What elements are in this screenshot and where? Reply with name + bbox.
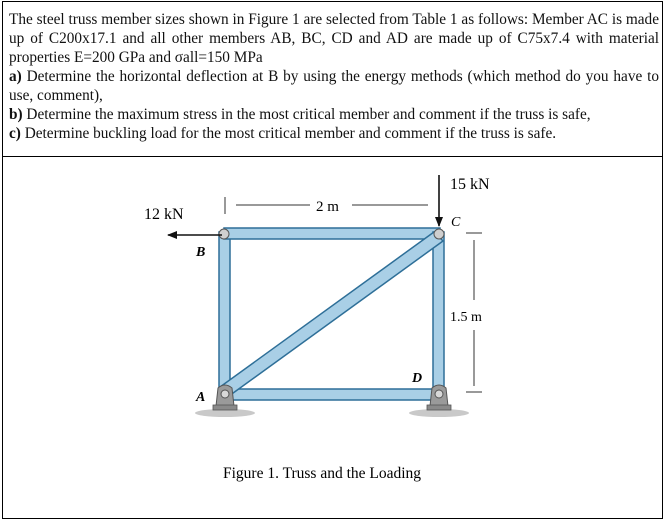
load-vertical-label: 15 kN <box>450 176 490 193</box>
member-ab <box>219 232 230 395</box>
part-c-label: c) <box>9 125 21 142</box>
load-horizontal-label: 12 kN <box>144 206 184 223</box>
part-a-label: a) <box>9 68 22 85</box>
truss-members <box>219 228 444 400</box>
node-c-label: C <box>451 215 461 230</box>
node-d-label: D <box>412 371 423 386</box>
dimension-vertical-label: 1.5 m <box>450 310 482 325</box>
member-bc <box>224 228 440 239</box>
joint-b <box>219 229 229 239</box>
problem-intro: The steel truss member sizes shown in Figure 1 are selected from Table 1 as follows: Member AC is made up of C200x17.1 and all other members AB, BC, CD and AD are made up of C75x7.4 with material properties E=200 GPa and σall=150 MPa <box>9 11 659 66</box>
part-c-text: Determine buckling load for the most critical member and comment if the truss is safe. <box>20 125 557 142</box>
member-ad <box>221 389 439 400</box>
joint-c <box>434 229 444 239</box>
part-a-text: Determine the horizontal deflection at B by using the energy methods (which method do you have to use, comment), <box>9 68 659 104</box>
member-cd <box>433 232 444 395</box>
figure-caption: Figure 1. Truss and the Loading <box>223 465 422 482</box>
member-ac <box>220 232 443 396</box>
dimension-horizontal-label: 2 m <box>316 199 339 215</box>
part-b-label: b) <box>9 106 23 123</box>
node-b-label: B <box>196 245 206 260</box>
node-a-label: A <box>196 390 206 405</box>
part-b-text: Determine the maximum stress in the most critical member and comment if the truss is safe, <box>22 106 591 123</box>
